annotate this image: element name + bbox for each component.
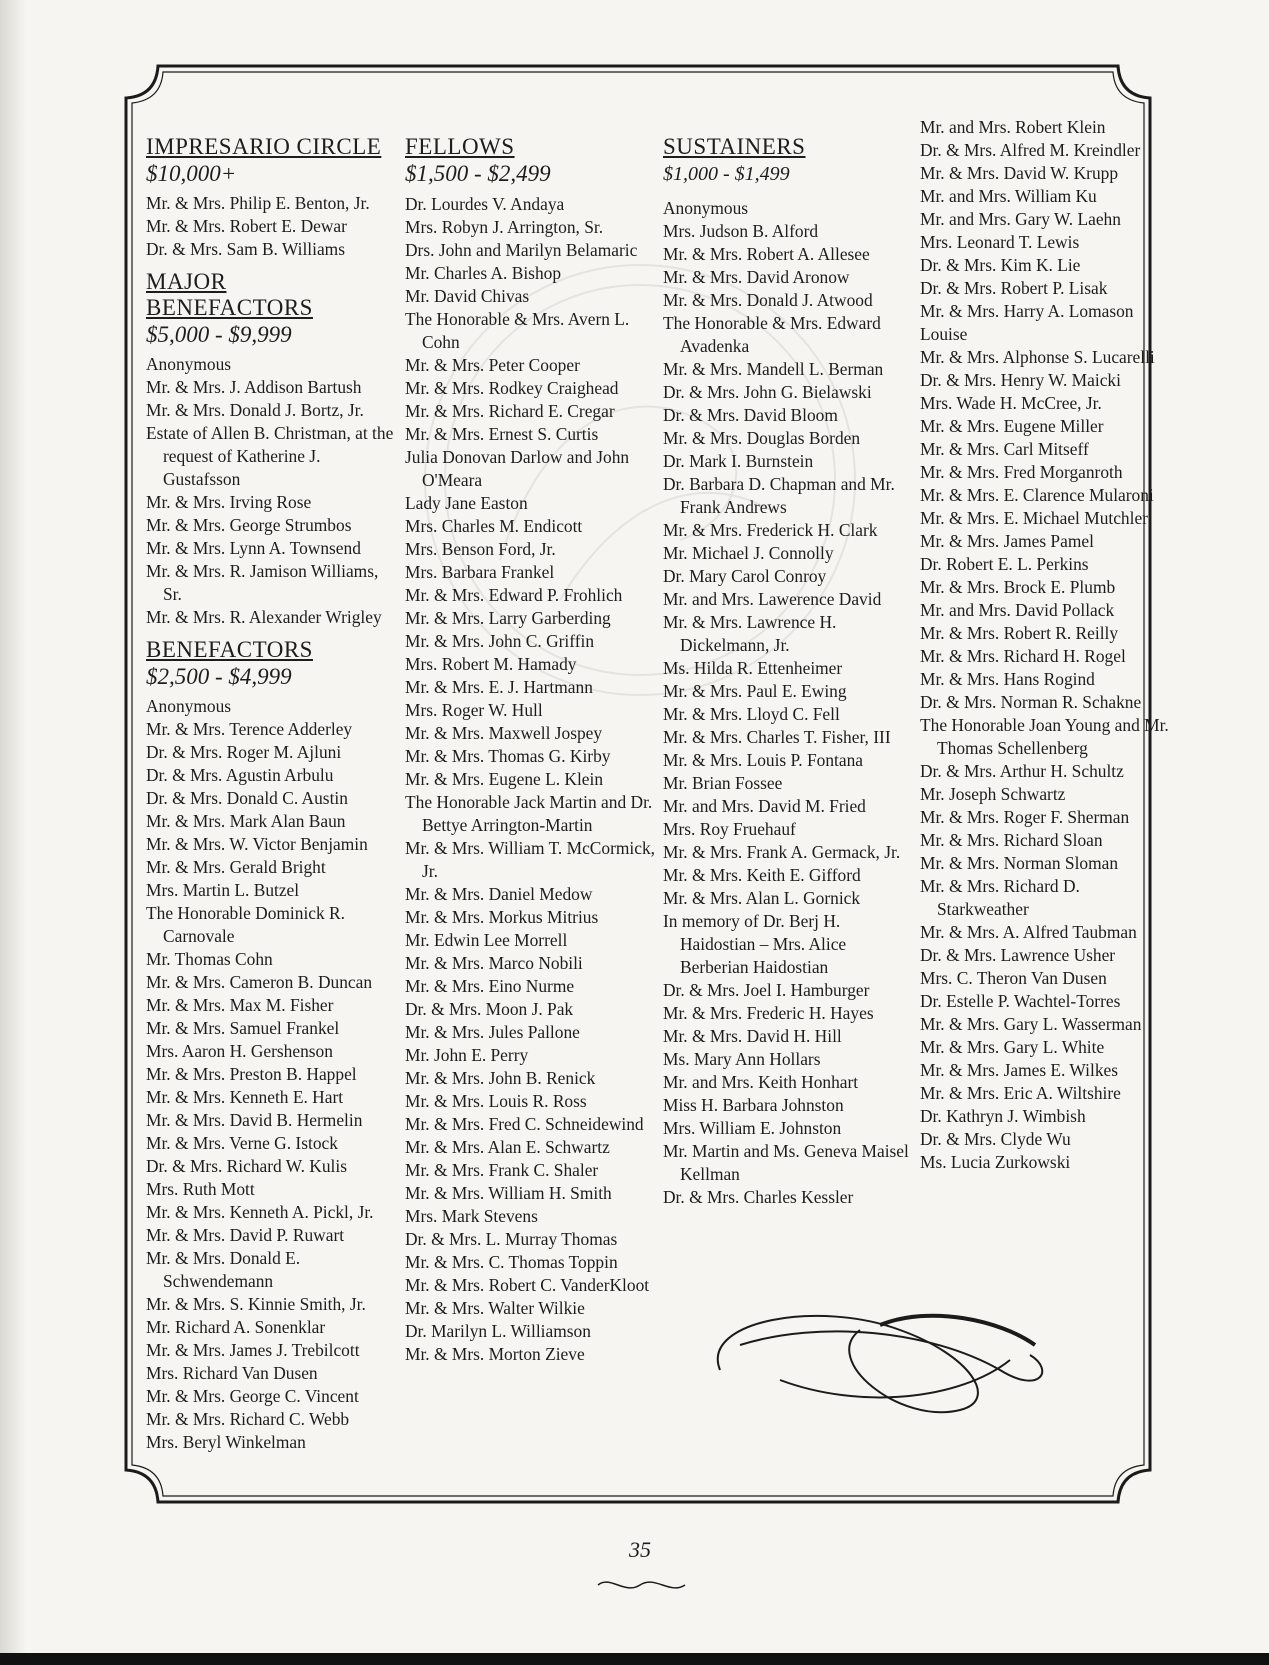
donor-entry: Mr. & Mrs. David H. Hill — [663, 1026, 842, 1046]
donor-entry: Mrs. Beryl Winkelman — [146, 1432, 306, 1452]
donor-entry: Mr. & Mrs. Larry Garberding — [405, 608, 611, 628]
donor-entry: The Honorable & Mrs. Edward Avadenka — [663, 313, 881, 356]
section-title: SUSTAINERS — [663, 134, 806, 159]
donor-entry: Mr. & Mrs. Morkus Mitrius — [405, 907, 599, 927]
donor-entry: Dr. & Mrs. Richard W. Kulis — [146, 1156, 347, 1176]
donor-entry: Mr. & Mrs. Mandell L. Berman — [663, 359, 884, 379]
donor-entry: Mr. & Mrs. Frederick H. Clark — [663, 520, 878, 540]
donor-entry: Mr. & Mrs. S. Kinnie Smith, Jr. — [146, 1294, 366, 1314]
donor-entry: Mr. & Mrs. James E. Wilkes — [920, 1060, 1118, 1080]
donor-entry: Mr. & Mrs. Frederic H. Hayes — [663, 1003, 874, 1023]
section-range: $1,000 - $1,499 — [663, 163, 790, 185]
donor-entry: Dr. & Mrs. L. Murray Thomas — [405, 1229, 618, 1249]
donor-entry: Mrs. William E. Johnston — [663, 1118, 842, 1138]
donor-entry: Dr. & Mrs. Robert P. Lisak — [920, 278, 1108, 298]
donor-entry: Dr. & Mrs. Donald C. Austin — [146, 788, 348, 808]
donor-entry: Mr. Brian Fossee — [663, 773, 783, 793]
donor-entry: Mr. & Mrs. Brock E. Plumb — [920, 577, 1116, 597]
donor-entry: Mr. & Mrs. John C. Griffin — [405, 631, 595, 651]
donor-entry: Mr. & Mrs. A. Alfred Taubman — [920, 922, 1137, 942]
donor-entry: Mr. & Mrs. Robert C. VanderKloot — [405, 1275, 650, 1295]
donor-entry: Dr. & Mrs. Joel I. Hamburger — [663, 980, 870, 1000]
donor-entry: Dr. Robert E. L. Perkins — [920, 554, 1089, 574]
donor-entry: Mr. & Mrs. George C. Vincent — [146, 1386, 359, 1406]
section-title: MAJOR BENEFACTORS — [146, 269, 313, 320]
donor-entry: Mr. & Mrs. Louis R. Ross — [405, 1091, 587, 1111]
donor-entry: Mr. & Mrs. Mark Alan Baun — [146, 811, 346, 831]
donor-entry: In memory of Dr. Berj H. Haidostian – Mrs. Alice Berberian Haidostian — [663, 911, 847, 977]
donor-entry: Mr. & Mrs. Verne G. Istock — [146, 1133, 338, 1153]
donor-entry: Mr. & Mrs. Eugene Miller — [920, 416, 1104, 436]
donor-entry: Mr. & Mrs. Kenneth E. Hart — [146, 1087, 344, 1107]
donor-entry: The Honorable Jack Martin and Dr. Bettye Arrington-Martin — [405, 792, 653, 835]
section-range: $2,500 - $4,999 — [146, 664, 292, 689]
donor-entry: Dr. & Mrs. David Bloom — [663, 405, 838, 425]
donor-entry: Mr. & Mrs. Douglas Borden — [663, 428, 861, 448]
donor-entry: Lady Jane Easton — [405, 493, 528, 513]
donor-section — [146, 637, 396, 1454]
donor-entry: Dr. & Mrs. Alfred M. Kreindler — [920, 140, 1141, 160]
donor-entry: Mr. & Mrs. Louis P. Fontana — [663, 750, 864, 770]
page-number-ornament — [598, 1582, 685, 1588]
donor-section — [146, 269, 396, 629]
donor-entry: Ms. Mary Ann Hollars — [663, 1049, 821, 1069]
donor-entry: Mr. & Mrs. Frank A. Germack, Jr. — [663, 842, 901, 862]
donor-entry: Mrs. Mark Stevens — [405, 1206, 538, 1226]
column-2 — [405, 128, 655, 1374]
column-3 — [663, 128, 913, 1217]
donor-entry: Mrs. Richard Van Dusen — [146, 1363, 318, 1383]
donor-entry: Mr. & Mrs. Philip E. Benton, Jr. — [146, 193, 370, 213]
donor-entry: Mr. & Mrs. Paul E. Ewing — [663, 681, 847, 701]
donor-entry: Mr. & Mrs. Alphonse S. Lucarelli — [920, 347, 1155, 367]
donor-entry: Dr. & Mrs. Arthur H. Schultz — [920, 761, 1124, 781]
donor-entry: Mr. & Mrs. J. Addison Bartush — [146, 377, 362, 397]
donor-entry: Mr. & Mrs. Richard H. Rogel — [920, 646, 1126, 666]
donor-entry: The Honorable Joan Young and Mr. Thomas Schellenberg — [920, 715, 1169, 758]
donor-entry: Mr. & Mrs. Fred Morganroth — [920, 462, 1123, 482]
donor-entry: Mrs. Leonard T. Lewis — [920, 232, 1080, 252]
donor-entry: Mr. & Mrs. Max M. Fisher — [146, 995, 334, 1015]
donor-entry: Mr. & Mrs. Norman Sloman — [920, 853, 1119, 873]
donor-entry: Mr. & Mrs. Richard D. Starkweather — [920, 876, 1080, 919]
donor-entry: Anonymous — [663, 198, 749, 218]
donor-entry: Mr. Joseph Schwartz — [920, 784, 1066, 804]
donor-entry: Mr. & Mrs. Hans Rogind — [920, 669, 1095, 689]
donor-entry: Mr. & Mrs. Gary L. White — [920, 1037, 1105, 1057]
donor-entry: Dr. & Mrs. Agustin Arbulu — [146, 765, 334, 785]
donor-entry: Mr. & Mrs. Fred C. Schneidewind — [405, 1114, 644, 1134]
donor-entry: Mr. & Mrs. R. Alexander Wrigley — [146, 607, 382, 627]
donor-entry: Mr. John E. Perry — [405, 1045, 529, 1065]
donor-entry: Mr. & Mrs. Eric A. Wiltshire — [920, 1083, 1121, 1103]
donor-entry: Mr. Thomas Cohn — [146, 949, 273, 969]
section-title: BENEFACTORS — [146, 637, 313, 662]
donor-entry: Mr. Edwin Lee Morrell — [405, 930, 568, 950]
donor-entry: Dr. & Mrs. Kim K. Lie — [920, 255, 1081, 275]
donor-entry: Dr. Kathryn J. Wimbish — [920, 1106, 1086, 1126]
donor-section — [146, 134, 396, 261]
donor-entry: Mr. and Mrs. Robert Klein — [920, 117, 1106, 137]
donor-entry: Drs. John and Marilyn Belamaric — [405, 240, 638, 260]
donor-entry: Mrs. Aaron H. Gershenson — [146, 1041, 333, 1061]
section-range: $1,500 - $2,499 — [405, 161, 551, 186]
donor-entry: Mr. & Mrs. Eugene L. Klein — [405, 769, 604, 789]
donor-entry: Mr. & Mrs. William H. Smith — [405, 1183, 612, 1203]
donor-entry: Mrs. Barbara Frankel — [405, 562, 555, 582]
donor-entry: Mr. David Chivas — [405, 286, 530, 306]
donor-entry: Mr. & Mrs. Rodkey Craighead — [405, 378, 619, 398]
donor-entry: Mr. & Mrs. Donald J. Bortz, Jr. — [146, 400, 364, 420]
donor-entry: Anonymous — [146, 354, 232, 374]
donor-entry: Dr. & Mrs. Roger M. Ajluni — [146, 742, 342, 762]
section-range: $10,000+ — [146, 161, 237, 186]
donor-entry: Mr. & Mrs. Daniel Medow — [405, 884, 593, 904]
donor-entry: Dr. Barbara D. Chapman and Mr. Frank Andrews — [663, 474, 895, 517]
donor-entry: Mr. & Mrs. E. J. Hartmann — [405, 677, 593, 697]
section-title: FELLOWS — [405, 134, 515, 159]
donor-entry: Dr. Mark I. Burnstein — [663, 451, 814, 471]
donor-entry: Mr. & Mrs. Edward P. Frohlich — [405, 585, 623, 605]
donor-entry: Dr. & Mrs. Moon J. Pak — [405, 999, 574, 1019]
donor-entry: Mr. & Mrs. James Pamel — [920, 531, 1094, 551]
donor-entry: Mr. Martin and Ms. Geneva Maisel Kellman — [663, 1141, 909, 1184]
donor-entry: Mr. & Mrs. George Strumbos — [146, 515, 352, 535]
donor-entry: Dr. & Mrs. John G. Bielawski — [663, 382, 872, 402]
donor-entry: Mrs. Ruth Mott — [146, 1179, 255, 1199]
donor-entry: Mrs. Martin L. Butzel — [146, 880, 300, 900]
donor-entry: Dr. Marilyn L. Williamson — [405, 1321, 591, 1341]
donor-entry: Mr. & Mrs. Roger F. Sherman — [920, 807, 1130, 827]
donor-entry: Mr. & Mrs. Jules Pallone — [405, 1022, 580, 1042]
donor-entry: Mr. & Mrs. David W. Krupp — [920, 163, 1119, 183]
section-title: IMPRESARIO CIRCLE — [146, 134, 382, 159]
donor-entry: Dr. Estelle P. Wachtel-Torres — [920, 991, 1121, 1011]
donor-entry: Dr. & Mrs. Sam B. Williams — [146, 239, 345, 259]
donor-entry: Mr. and Mrs. Lawerence David — [663, 589, 882, 609]
donor-entry: Mrs. Wade H. McCree, Jr. — [920, 393, 1102, 413]
donor-entry: Estate of Allen B. Christman, at the request of Katherine J. Gustafsson — [146, 423, 394, 489]
donor-entry: Mr. & Mrs. Robert R. Reilly — [920, 623, 1119, 643]
donor-entry: Mrs. Roger W. Hull — [405, 700, 543, 720]
donor-entry: Mrs. C. Theron Van Dusen — [920, 968, 1107, 988]
column-4 — [920, 116, 1170, 1182]
donor-entry: Mr. & Mrs. Thomas G. Kirby — [405, 746, 611, 766]
donor-entry: Mr. & Mrs. William T. McCormick, Jr. — [405, 838, 656, 881]
donor-entry: Mrs. Benson Ford, Jr. — [405, 539, 556, 559]
donor-entry: Mr. & Mrs. Cameron B. Duncan — [146, 972, 373, 992]
donor-entry: Mr. & Mrs. Alan E. Schwartz — [405, 1137, 610, 1157]
donor-entry: Mr. & Mrs. Lynn A. Townsend — [146, 538, 361, 558]
donor-entry: Mr. & Mrs. Eino Nurme — [405, 976, 575, 996]
donor-section — [663, 134, 913, 1209]
donor-entry: Mr. & Mrs. C. Thomas Toppin — [405, 1252, 618, 1272]
donor-entry: Dr. & Mrs. Lawrence Usher — [920, 945, 1116, 965]
donor-entry: Dr. & Mrs. Henry W. Maicki — [920, 370, 1121, 390]
donor-entry: Mr. & Mrs. W. Victor Benjamin — [146, 834, 368, 854]
donor-entry: Mr. & Mrs. Kenneth A. Pickl, Jr. — [146, 1202, 374, 1222]
donor-entry: Mr. & Mrs. David P. Ruwart — [146, 1225, 345, 1245]
donor-entry: The Honorable & Mrs. Avern L. Cohn — [405, 309, 630, 352]
donor-entry: Mr. Michael J. Connolly — [663, 543, 834, 563]
donor-entry: Mr. & Mrs. R. Jamison Williams, Sr. — [146, 561, 379, 604]
donor-entry: Mrs. Robert M. Hamady — [405, 654, 577, 674]
donor-entry: Mr. & Mrs. Maxwell Jospey — [405, 723, 603, 743]
donor-entry: Mr. & Mrs. Richard E. Cregar — [405, 401, 615, 421]
donor-entry: Mr. & Mrs. Ernest S. Curtis — [405, 424, 599, 444]
column-1 — [146, 128, 396, 1462]
donor-entry: Mr. and Mrs. David Pollack — [920, 600, 1115, 620]
section-range: $5,000 - $9,999 — [146, 322, 292, 347]
donor-entry: Mr. & Mrs. Lawrence H. Dickelmann, Jr. — [663, 612, 837, 655]
donor-entry: Mrs. Robyn J. Arrington, Sr. — [405, 217, 604, 237]
donor-entry: Mr. & Mrs. David Aronow — [663, 267, 850, 287]
donor-entry: Mr. & Mrs. Harry A. Lomason — [920, 301, 1134, 321]
donor-entry: Ms. Lucia Zurkowski — [920, 1152, 1071, 1172]
donor-entry: Mrs. Charles M. Endicott — [405, 516, 583, 536]
donor-entry: Miss H. Barbara Johnston — [663, 1095, 844, 1115]
donor-entry: Mr. & Mrs. Irving Rose — [146, 492, 312, 512]
donor-entry: Dr. & Mrs. Charles Kessler — [663, 1187, 854, 1207]
bottom-edge — [0, 1653, 1269, 1665]
donor-entry: Mr. & Mrs. Alan L. Gornick — [663, 888, 861, 908]
donor-entry: Mr. and Mrs. William Ku — [920, 186, 1097, 206]
donor-entry: Mr. & Mrs. Richard C. Webb — [146, 1409, 350, 1429]
donor-entry: Mr. & Mrs. Lloyd C. Fell — [663, 704, 840, 724]
donor-entry: Mr. and Mrs. Gary W. Laehn — [920, 209, 1121, 229]
donor-entry: Mr. & Mrs. Robert E. Dewar — [146, 216, 347, 236]
donor-entry: Mr. & Mrs. John B. Renick — [405, 1068, 596, 1088]
donor-entry: Mr. & Mrs. Walter Wilkie — [405, 1298, 585, 1318]
donor-entry: Mr. Charles A. Bishop — [405, 263, 562, 283]
donor-entry: Mr. & Mrs. James J. Trebilcott — [146, 1340, 360, 1360]
donor-entry: Mr. & Mrs. Richard Sloan — [920, 830, 1103, 850]
donor-section — [920, 116, 1170, 1174]
donor-entry: Mr. and Mrs. Keith Honhart — [663, 1072, 859, 1092]
donor-section — [405, 134, 655, 1366]
donor-entry: Mr. & Mrs. Keith E. Gifford — [663, 865, 861, 885]
donor-entry: Julia Donovan Darlow and John O'Meara — [405, 447, 630, 490]
donor-entry: The Honorable Dominick R. Carnovale — [146, 903, 345, 946]
donor-entry: Mr. & Mrs. Donald J. Atwood — [663, 290, 873, 310]
donor-entry: Mr. and Mrs. David M. Fried — [663, 796, 866, 816]
donor-entry: Mr. & Mrs. Samuel Frankel — [146, 1018, 340, 1038]
donor-entry: Mr. & Mrs. Marco Nobili — [405, 953, 583, 973]
donor-entry: Anonymous — [146, 696, 232, 716]
donor-entry: Mr. & Mrs. E. Clarence Mularoni — [920, 485, 1154, 505]
donor-entry: Mr. & Mrs. E. Michael Mutchler — [920, 508, 1148, 528]
donor-entry: Mr. & Mrs. Preston B. Happel — [146, 1064, 357, 1084]
donor-entry: Mrs. Roy Fruehauf — [663, 819, 796, 839]
donor-entry: Dr. Mary Carol Conroy — [663, 566, 827, 586]
donor-entry: Mr. & Mrs. Carl Mitseff — [920, 439, 1089, 459]
page-number: 35 — [629, 1537, 651, 1562]
donor-entry: Mr. & Mrs. Donald E. Schwendemann — [146, 1248, 301, 1291]
donor-entry: Dr. Lourdes V. Andaya — [405, 194, 565, 214]
donor-columns — [146, 117, 1169, 1472]
donor-entry: Dr. & Mrs. Norman R. Schakne — [920, 692, 1142, 712]
donor-entry: Mr. & Mrs. Peter Cooper — [405, 355, 580, 375]
donor-entry: Mr. & Mrs. Terence Adderley — [146, 719, 353, 739]
donor-entry: Ms. Hilda R. Ettenheimer — [663, 658, 843, 678]
donor-entry: Mr. Richard A. Sonenklar — [146, 1317, 326, 1337]
donor-entry: Dr. & Mrs. Clyde Wu — [920, 1129, 1071, 1149]
donor-entry: Mr. & Mrs. Gary L. Wasserman — [920, 1014, 1142, 1034]
donor-entry: Mr. & Mrs. Charles T. Fisher, III — [663, 727, 891, 747]
donor-entry: Mr. & Mrs. Gerald Bright — [146, 857, 326, 877]
donor-entry: Mrs. Judson B. Alford — [663, 221, 819, 241]
donor-entry: Louise — [920, 324, 968, 344]
donor-entry: Mr. & Mrs. Frank C. Shaler — [405, 1160, 599, 1180]
donor-entry: Mr. & Mrs. Robert A. Allesee — [663, 244, 870, 264]
donor-entry: Mr. & Mrs. Morton Zieve — [405, 1344, 585, 1364]
donor-entry: Mr. & Mrs. David B. Hermelin — [146, 1110, 363, 1130]
